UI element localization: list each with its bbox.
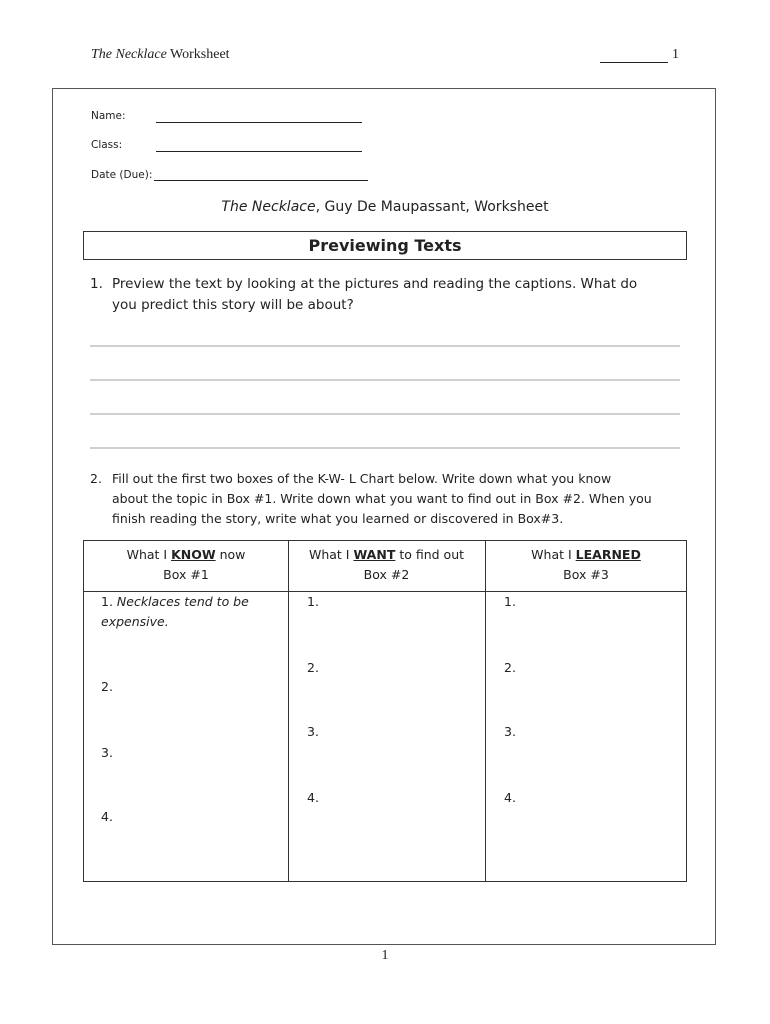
- kwl-header-want: What I WANT to find out Box #2: [308, 547, 465, 582]
- header-page-number: 1: [672, 47, 679, 62]
- class-field[interactable]: [156, 151, 362, 152]
- section-title-box: Previewing Texts: [83, 231, 687, 260]
- question-1-number: 1.: [90, 276, 103, 292]
- answer-line[interactable]: [90, 379, 680, 381]
- kwl-chart: [83, 540, 687, 882]
- question-2: [90, 469, 690, 531]
- kwl-know-item-3[interactable]: 3.: [101, 745, 113, 760]
- worksheet-header-title: The Necklace Worksheet: [91, 47, 230, 62]
- footer-page-number: 1: [381, 948, 389, 963]
- kwl-learned-item-1[interactable]: 1.: [504, 594, 516, 609]
- question-1-line-2: you predict this story will be about?: [112, 297, 354, 313]
- worksheet-subtitle: The Necklace, Guy De Maupassant, Worksheet: [221, 199, 549, 215]
- kwl-header-learned: What I LEARNED Box #3: [531, 547, 641, 582]
- question-1-line-1: Preview the text by looking at the pictures and reading the captions. What do: [112, 276, 638, 292]
- kwl-learned-item-2[interactable]: 2.: [504, 660, 516, 675]
- name-label: Name:: [91, 110, 126, 122]
- question-2-line-3: finish reading the story, write what you learned or discovered in Box#3.: [112, 511, 564, 526]
- kwl-want-item-1[interactable]: 1.: [307, 594, 319, 609]
- kwl-know-item-2[interactable]: 2.: [101, 679, 113, 694]
- question-2-line-2: about the topic in Box #1. Write down what you want to find out in Box #2. When you: [112, 491, 652, 506]
- answer-line[interactable]: [90, 447, 680, 449]
- kwl-header-know: What I KNOW now Box #1: [126, 547, 246, 582]
- answer-line[interactable]: [90, 345, 680, 347]
- kwl-want-item-3[interactable]: 3.: [307, 724, 319, 739]
- header-blank-line: [600, 62, 668, 63]
- date-label: Date (Due):: [91, 169, 153, 181]
- class-label: Class:: [91, 139, 123, 151]
- kwl-want-item-4[interactable]: 4.: [307, 790, 319, 805]
- question-2-line-1: Fill out the first two boxes of the K-W- L Chart below. Write down what you know: [112, 471, 612, 486]
- kwl-column-divider: [288, 541, 289, 881]
- question-2-number: 2.: [90, 471, 102, 486]
- answer-line[interactable]: [90, 413, 680, 415]
- kwl-learned-item-3[interactable]: 3.: [504, 724, 516, 739]
- kwl-know-item-4[interactable]: 4.: [101, 809, 113, 824]
- kwl-want-item-2[interactable]: 2.: [307, 660, 319, 675]
- kwl-know-item-1[interactable]: 1. Necklaces tend to be expensive.: [101, 594, 249, 629]
- question-1: [90, 274, 690, 318]
- name-field[interactable]: [156, 122, 362, 123]
- kwl-learned-item-4[interactable]: 4.: [504, 790, 516, 805]
- kwl-column-divider: [485, 541, 486, 881]
- date-field[interactable]: [154, 180, 368, 181]
